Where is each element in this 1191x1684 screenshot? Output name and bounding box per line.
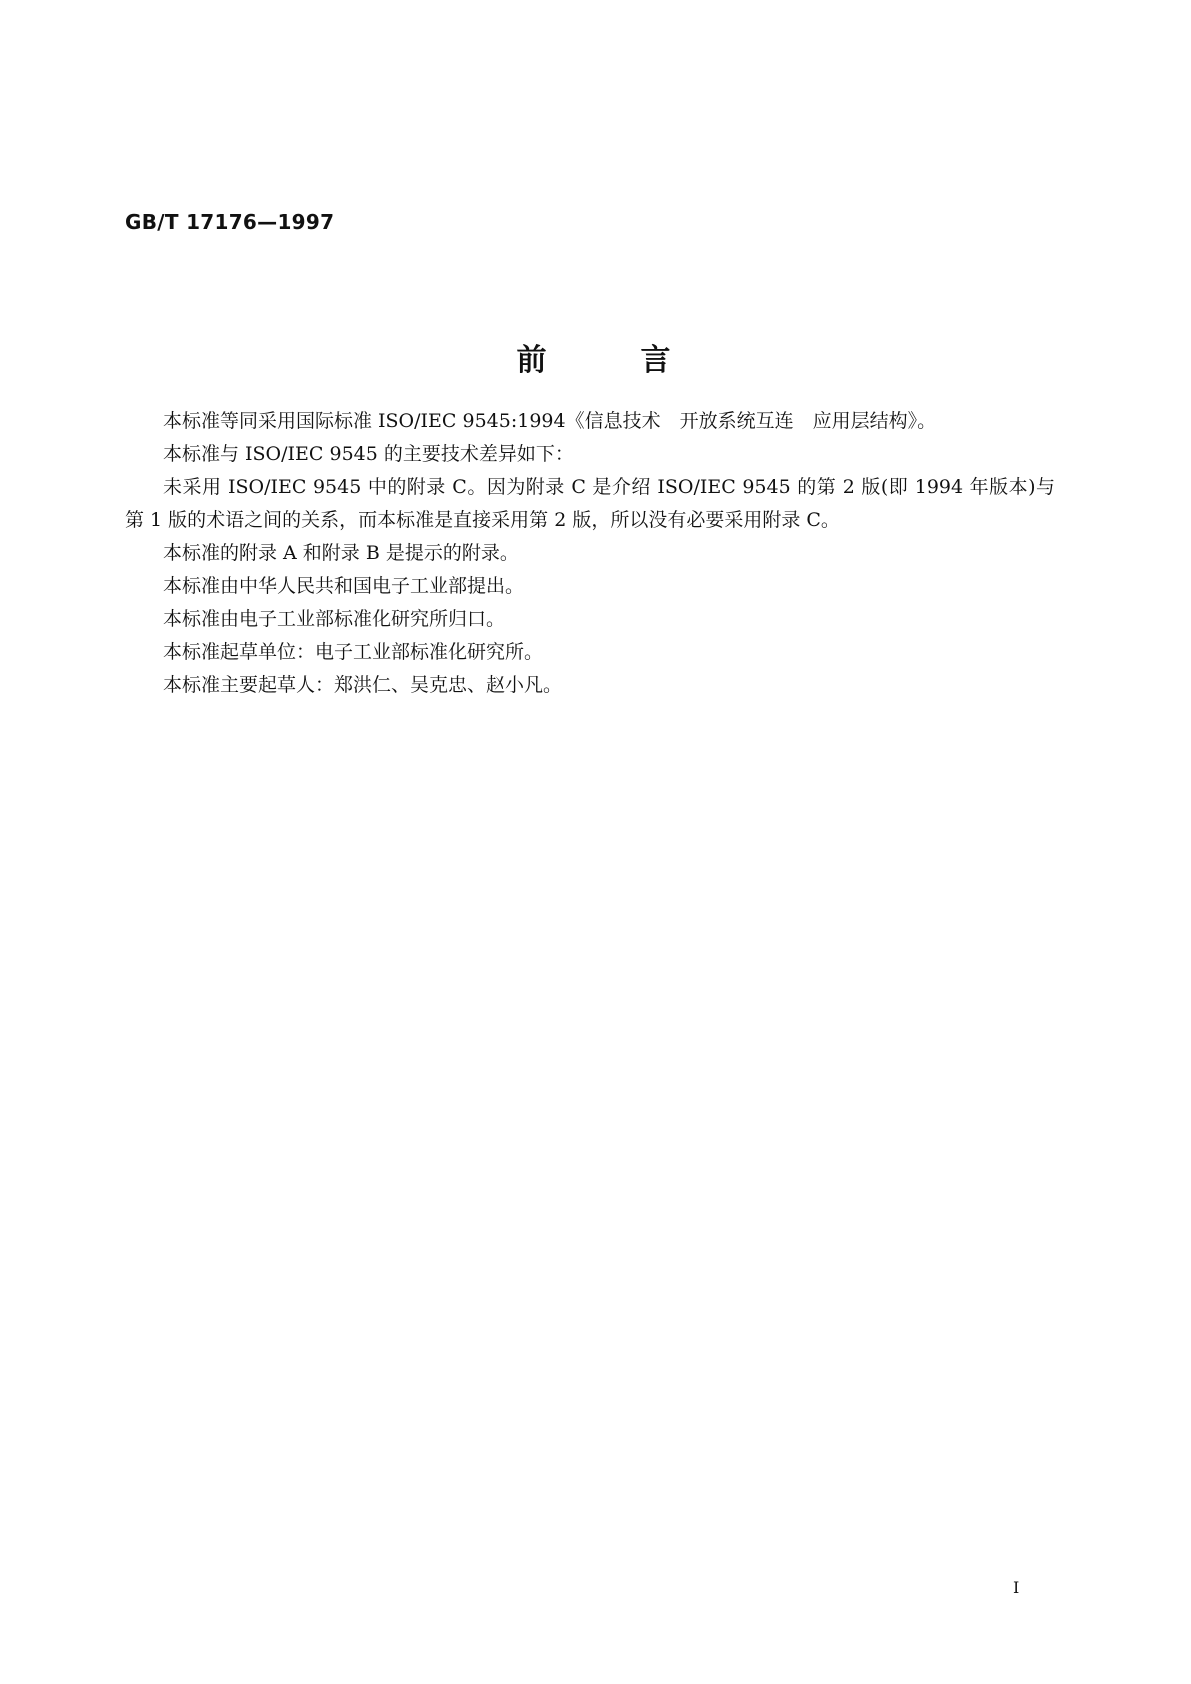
paragraph-drafting-unit: 本标准起草单位：电子工业部标准化研究所。 <box>163 641 544 663</box>
paragraph-drafters: 本标准主要起草人：郑洪仁、吴克忠、赵小凡。 <box>163 674 563 696</box>
title-char-1: 前 <box>516 343 551 378</box>
paragraph-administrator: 本标准由电子工业部标准化研究所归口。 <box>163 608 506 630</box>
page-title <box>0 335 1191 379</box>
paragraph-annexes: 本标准的附录 A 和附录 B 是提示的附录。 <box>163 542 519 564</box>
paragraph-annex-c: 未采用 ISO/IEC 9545 中的附录 C。因为附录 C 是介绍 ISO/IEC 9545 的第 2 版(即 1994 年版本)与第 1 版的术语之间的关系，而本标准是直接采用第 2 版，所以没有必要采用附录 C。 <box>125 476 1055 531</box>
paragraph-proposer: 本标准由中华人民共和国电子工业部提出。 <box>163 575 525 597</box>
paragraph-differences-intro: 本标准与 ISO/IEC 9545 的主要技术差异如下： <box>163 443 574 465</box>
foreword-body <box>125 405 1055 702</box>
title-char-2: 言 <box>640 343 675 378</box>
standard-number: GB/T 17176—1997 <box>125 210 335 234</box>
page-number: I <box>1013 1578 1020 1597</box>
paragraph-adoption: 本标准等同采用国际标准 ISO/IEC 9545:1994《信息技术 开放系统互连 应用层结构》。 <box>163 410 937 432</box>
